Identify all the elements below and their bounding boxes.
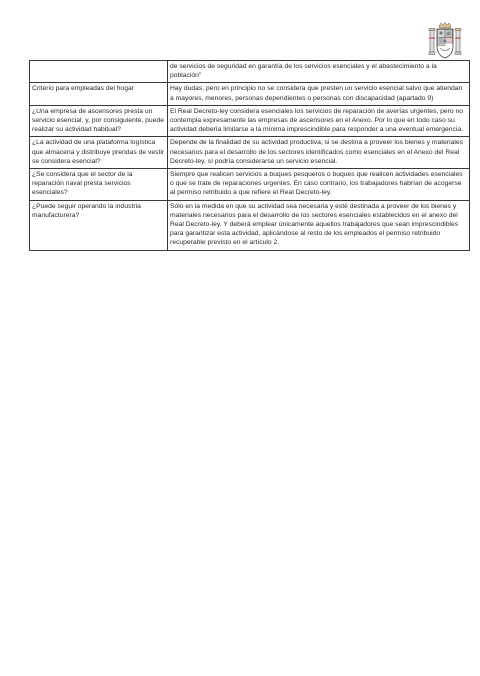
question-cell: [30, 105, 168, 137]
table-row: [30, 61, 470, 83]
question-text: ¿Puede seguir operando la industria manufacturera?: [32, 202, 141, 219]
answer-cell: [168, 169, 470, 201]
answer-cell: [168, 83, 470, 105]
question-text: ¿Una empresa de ascensores presta un servicio esencial, y, por consiguiente, puede realizar su actividad habitual?: [32, 107, 164, 134]
answer-cell: [168, 137, 470, 169]
faq-table: [29, 60, 470, 251]
table-row: [30, 83, 470, 105]
answer-text: El Real Decreto-ley considera esenciales los servicios de reparación de averías urgentes, pero no contempla expresamente las empresas de ascensores en el Anexo. Por lo que en todo caso su actividad debería limitarse a la mínima imprescindible para responder a una eventual emergencia.: [170, 107, 464, 134]
answer-text: Depende de la finalidad de su actividad productiva; si se destina a proveer los bienes y materiales necesarios para el desarrollo de los sectores identificados como esenciales en el Anexo del Real Decreto-ley, sí podría considerarse un servicio esencial.: [170, 139, 464, 165]
answer-text: Sólo en la medida en que su actividad sea necesaria y esté destinada a proveer de los bienes y materiales necesarios para el desarrollo de los sectores esenciales establecidos en el anexo del Real Decreto-ley. Y deberá emplear únicamente aquellos trabajadores que sean imprescindibles para garantizar esta actividad, aplicándose al resto de los empleados el permiso retribuido recuperable previsto en el artículo 2.: [170, 202, 459, 247]
table-row: [30, 137, 470, 169]
question-text: ¿La actividad de una plataforma logística que almacena y distribuye prendas de vestir se considera esencial?: [32, 139, 165, 165]
answer-cell: [168, 200, 470, 250]
question-cell: [30, 61, 168, 83]
question-cell: [30, 83, 168, 105]
question-text: Criterio para empleadas del hogar: [32, 85, 135, 93]
question-cell: [30, 169, 168, 201]
table-row: [30, 169, 470, 201]
answer-text: Siempre que realicen servicios a buques pesqueros o buques que realicen actividades esenciales o que se trate de reparaciones urgentes. En caso contrario, los trabajadores habrían de acogerse al permiso retribuido a que refiere el Real Decreto-ley.: [170, 171, 463, 197]
table-row: [30, 200, 470, 250]
answer-cell: [168, 105, 470, 137]
answer-text: Hay dudas, pero en principio no se considera que presten un servicio esencial salvo que atiendan a mayores, menores, personas dependientes o personas con discapacidad (apartado 9): [170, 85, 463, 102]
question-cell: [30, 200, 168, 250]
coat-of-arms-icon: [428, 22, 462, 60]
answer-cell: [168, 61, 470, 83]
question-cell: [30, 137, 168, 169]
table-row: [30, 105, 470, 137]
answer-text: de servicios de seguridad en garantía de los servicios esenciales y el abastecimiento a la población": [170, 63, 437, 80]
question-text: ¿Se considera que el sector de la reparación naval presta servicios esenciales?: [32, 171, 133, 197]
